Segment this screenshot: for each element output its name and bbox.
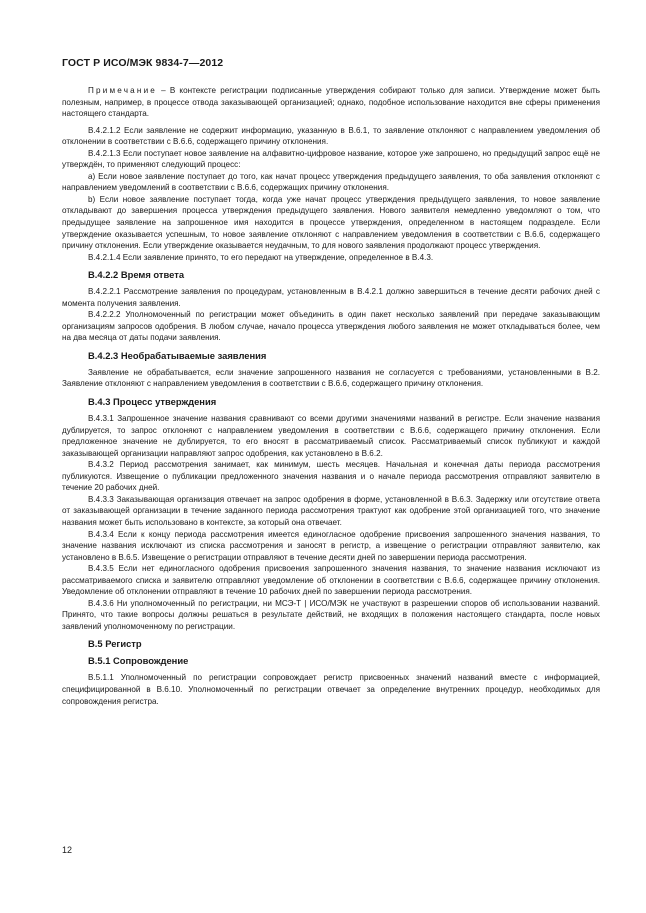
heading-b51: В.5.1 Сопровождение	[88, 655, 189, 667]
heading-b43: В.4.3 Процесс утверждения	[88, 396, 217, 408]
paragraph-item-b: b) Если новое заявление поступает тогда, когда уже начат процесс утверждения предыдущего заявления, то новое заявление откладывают до завершения процесса утверждения предыдущего заявления. Нового заявителя немедленно уведомляют о том, что предыдущее заявление на запрошенное имя находится в процессе утверждения, определенном в настоящем подразделе. Если утверждение оказывается успешным, то новое заявление отклоняют с направлением уведомления в соответствии с В.6.6, содержащего причину отклонения. Если утверждение оказывается неудачным, то для нового заявления продолжают процесс утверждения.	[62, 194, 600, 251]
paragraph-b4222: В.4.2.2.2 Уполномоченный по регистрации может объединить в один пакет несколько заявлений при передаче заказывающим организациям запросов одобрения. В любом случае, начало процесса утверждения любого заявления не может откладываться более, чем на два месяца от даты подачи заявления.	[62, 310, 600, 343]
paragraph-b423: Заявление не обрабатывается, если значение запрошенного названия не согласуется с требованиями, установленными в В.2. Заявление отклоняют с направлением уведомления в соответствии с В.6.6, содержащего причину отклонения.	[62, 367, 600, 389]
note-label: Примечание	[88, 86, 158, 95]
page-number: 12	[62, 845, 73, 855]
paragraph-b433: В.4.3.3 Заказывающая организация отвечает на запрос одобрения в форме, установленной в В.6.3. Задержку или отсутствие ответа от заказывающей организации в течение заданного периода рассмотрения трактуют как одобрение этой организацией того, что значение названия может быть использовано в контексте, за который она отвечает.	[62, 494, 600, 527]
heading-b423: В.4.2.3 Необрабатываемые заявления	[88, 349, 267, 361]
heading-b422: В.4.2.2 Время ответа	[88, 269, 185, 281]
paragraph-b511: В.5.1.1 Уполномоченный по регистрации сопровождает регистр присвоенных значений названий вместе с информацией, специфицированной в В.6.10. Уполномоченный по регистрации отвечает за определение внутренних процедур, необходимых для сопровождения регистра.	[62, 673, 600, 706]
paragraph-b4221: В.4.2.2.1 Рассмотрение заявления по процедурам, установленным в В.4.2.1 должно завершиться в течение десяти рабочих дней с момента получения заявления.	[62, 287, 600, 308]
paragraph-b436: В.4.3.6 Ни уполномоченный по регистрации, ни МСЭ-Т | ИСО/МЭК не участвуют в разрешении споров об использовании названий. Принято, что такие вопросы должны решаться в результате действий, не входящих в положения настоящего стандарта, после новых заявлений уполномоченному по регистрации.	[62, 598, 600, 631]
paragraph-b434: В.4.3.4 Если к концу периода рассмотрения имеется единогласное одобрение присвоения запрошенного значения названия, то значение названия исключают из списка рассмотрения и заносят в регистр, а извещение о регистрации отправляют заявителю, как установлено в В.6.5. Извещение о регистрации отправляют в течение десяти дней по завершении периода рассмотрения.	[62, 529, 600, 562]
paragraph-b4212: В.4.2.1.2 Если заявление не содержит информацию, указанную в В.6.1, то заявление отклоняют с направлением уведомления об отклонении в соответствии с В.6.6, содержащего причину отклонения.	[62, 125, 600, 147]
paragraph-b435: В.4.3.5 Если нет единогласного одобрения присвоения запрошенного значения названия, то значение названия исключают из рассматриваемого списка и заявителю отправляют уведомление об отклонении в соответствии с В.6.6, содержащее причину отклонения. Уведомление об отклонении отправляют в течение 10 рабочих дней по завершении периода рассмотрения.	[62, 564, 600, 597]
note-text: – В контексте регистрации подписанные утверждения собирают только для записи. Утверждение может быть полезным, например, в процессе отвода заказывающей организацией; однако, подобное использование находится вне сферы применения настоящего стандарта.	[62, 86, 600, 119]
heading-b5: В.5 Регистр	[88, 638, 142, 650]
document-header: ГОСТ Р ИСО/МЭК 9834-7—2012	[62, 57, 224, 69]
paragraph-b4214: В.4.2.1.4 Если заявление принято, то его передают на утверждение, определенное в В.4.3.	[88, 252, 434, 262]
paragraph-b4213: В.4.2.1.3 Если поступает новое заявление на алфавитно-цифровое название, которое уже запрошено, но предыдущий запрос ещё не утверждён, то применяют следующий процесс:	[62, 148, 600, 170]
paragraph-b432: В.4.3.2 Период рассмотрения занимает, как минимум, шесть месяцев. Начальная и конечная даты периода рассмотрения публикуются. Извещение о публикации предложенного значения названия и о начале периода рассмотрения отправляют заявителю в течение 20 рабочих дней.	[62, 460, 600, 493]
document-body	[62, 85, 600, 707]
note-paragraph	[62, 85, 600, 120]
paragraph-b431: В.4.3.1 Запрошенное значение названия сравнивают со всеми другими значениями названий в регистре. Если значение названия дублируется, то запрос отклоняют с направлением уведомления в соответствии с В.6.6, содержащего причину отклонения. Если предложенное значение не дублируется, то его вносят в рассматриваемый список. Рассматриваемый список публикуют и каждой заказывающей организации направляют запрос одобрения, как установлено в В.6.2.	[62, 414, 600, 458]
paragraph-item-a: a) Если новое заявление поступает до того, как начат процесс утверждения предыдущего заявления, то оба заявления отклоняют с направлением уведомлений в соответствии с В.6.6, содержащих причину отклонения.	[62, 171, 600, 193]
